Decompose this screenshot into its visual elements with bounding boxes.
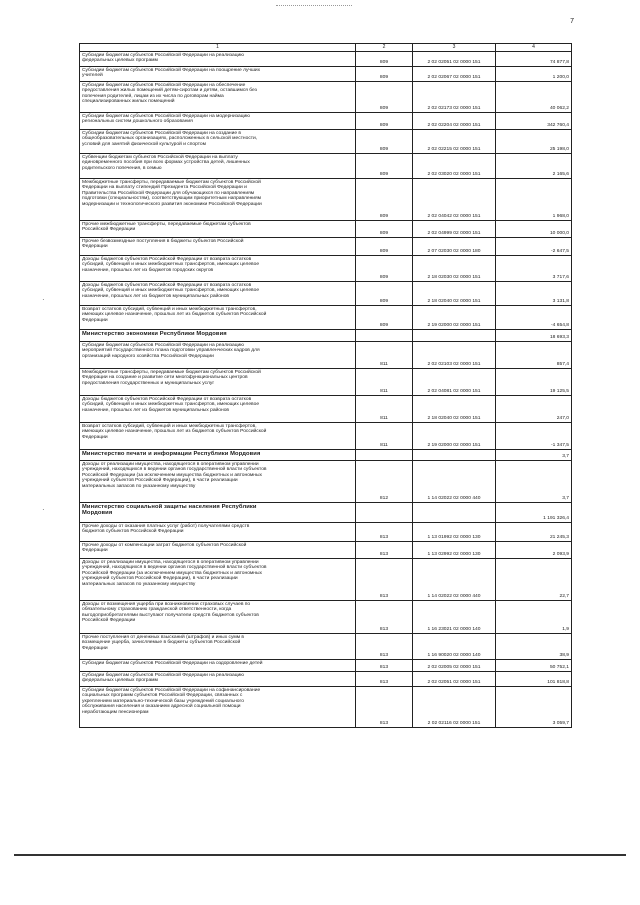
- row-amount: -1 347,5: [496, 423, 572, 450]
- table-row: [80, 369, 572, 396]
- table-row: [80, 113, 572, 130]
- row-admin-code: 809: [356, 256, 413, 282]
- row-admin-code: 813: [356, 660, 413, 672]
- ministry-row: [80, 450, 572, 461]
- row-name: Возврат остатков субсидий, субвенций и иных межбюджетных трансфертов, имеющих целевое назначение, прошлых лет из бюджетов субъектов Российской Федерации: [80, 306, 356, 330]
- table-row: [80, 179, 572, 221]
- row-amount: 342 760,4: [496, 113, 572, 130]
- table-row: [80, 523, 572, 542]
- row-name: Субсидии бюджетам субъектов Российской Федерации на модернизацию региональных систем дошкольного образования: [80, 113, 356, 130]
- row-budget-code: 2 02 02215 02 0000 151: [413, 130, 496, 154]
- table-row: [80, 601, 572, 634]
- row-amount: 50 752,1: [496, 660, 572, 672]
- row-admin-code: 809: [356, 154, 413, 179]
- table-row: [80, 82, 572, 113]
- row-budget-code: 2 02 04999 02 0000 151: [413, 221, 496, 238]
- row-amount: 21 245,3: [496, 523, 572, 542]
- table-row: [80, 154, 572, 179]
- table-body: [80, 52, 572, 728]
- row-amount: 38,9: [496, 634, 572, 660]
- row-name: Прочие поступления от денежных взысканий (штрафов) и иных сумм в возмещение ущерба, зачисляемые в бюджеты субъектов Российской Федерации: [80, 634, 356, 660]
- row-admin-code: 811: [356, 396, 413, 423]
- table-row: [80, 52, 572, 67]
- row-name: Субсидии бюджетам субъектов Российской Федерации на реализацию федеральных целевых программ: [80, 52, 356, 67]
- header-col-2: 2: [356, 44, 413, 52]
- row-admin-code: 813: [356, 559, 413, 601]
- row-amount: 22,7: [496, 559, 572, 601]
- row-admin-code: 811: [356, 342, 413, 369]
- row-admin-code: [356, 450, 413, 461]
- row-budget-code: 1 13 01992 02 0000 130: [413, 523, 496, 542]
- table-row: [80, 461, 572, 503]
- row-budget-code: 2 02 02051 02 0000 151: [413, 52, 496, 67]
- row-budget-code: 2 18 02030 02 0000 151: [413, 256, 496, 282]
- row-amount: 3 131,8: [496, 282, 572, 306]
- row-budget-code: 2 02 02103 02 0000 151: [413, 342, 496, 369]
- ministry-row: [80, 330, 572, 342]
- row-budget-code: [413, 503, 496, 523]
- row-budget-code: 2 02 04081 02 0000 151: [413, 369, 496, 396]
- table-row: [80, 687, 572, 728]
- row-name: Субсидии бюджетам субъектов Российской Федерации на создание в общеобразовательных организациях, расположенных в сельской местности, условий для занятий физической культурой и спортом: [80, 130, 356, 154]
- row-budget-code: 2 19 02000 02 0000 151: [413, 306, 496, 330]
- row-name: Межбюджетные трансферты, передаваемые бюджетам субъектов Российской Федерации на выплату стипендий Президента Российской Федерации и Правительства Российской Федерации для обучающихся по направлениям подготовки (специальностям), соответствующим приоритетным направлениям модернизации и технологического развития экономики Российской Федерации: [80, 179, 356, 221]
- table-header-row: [80, 44, 572, 52]
- row-name: Прочие межбюджетные трансферты, передаваемые бюджетам субъектов Российской Федерации: [80, 221, 356, 238]
- row-budget-code: 2 19 02000 02 0000 151: [413, 423, 496, 450]
- page-number: 7: [570, 18, 574, 25]
- row-admin-code: 809: [356, 282, 413, 306]
- row-admin-code: 812: [356, 461, 413, 503]
- row-name: Субсидии бюджетам субъектов Российской Федерации на поощрение лучших учителей: [80, 67, 356, 82]
- row-budget-code: 2 02 04042 02 0000 151: [413, 179, 496, 221]
- row-admin-code: 809: [356, 306, 413, 330]
- row-admin-code: 813: [356, 634, 413, 660]
- row-amount: 3,7: [496, 461, 572, 503]
- row-budget-code: 1 16 90020 02 0000 140: [413, 634, 496, 660]
- row-amount: 857,4: [496, 342, 572, 369]
- row-name: Доходы бюджетов субъектов Российской Федерации от возврата остатков субсидий, субвенций и иных межбюджетных трансфертов, имеющих целевое назначение, прошлых лет из бюджетов городских округов: [80, 256, 356, 282]
- row-budget-code: 1 16 23021 02 0000 140: [413, 601, 496, 634]
- row-budget-code: 2 02 02067 02 0000 151: [413, 67, 496, 82]
- row-amount: 3,7: [496, 450, 572, 461]
- row-amount: -4 654,8: [496, 306, 572, 330]
- row-budget-code: 2 02 03020 02 0000 151: [413, 154, 496, 179]
- row-admin-code: 809: [356, 179, 413, 221]
- table-row: [80, 67, 572, 82]
- table-row: [80, 130, 572, 154]
- row-admin-code: 809: [356, 52, 413, 67]
- row-admin-code: 813: [356, 687, 413, 728]
- row-admin-code: 813: [356, 601, 413, 634]
- row-admin-code: 813: [356, 542, 413, 559]
- row-amount: 18 693,3: [496, 330, 572, 342]
- revenue-table: [79, 43, 572, 728]
- page-bottom-rule: [14, 854, 626, 856]
- table-row: [80, 423, 572, 450]
- row-admin-code: 809: [356, 113, 413, 130]
- row-name: Субсидии бюджетам субъектов Российской Федерации на софинансирование социальных программ субъектов Российской Федерации, связанных с укреплением материально-технической базы учреждений социального обслуживания населения и оказанием адресной социальной помощи неработающим пенсионерам: [80, 687, 356, 728]
- row-amount: 247,0: [496, 396, 572, 423]
- row-budget-code: 2 07 02030 02 0000 180: [413, 238, 496, 256]
- row-amount: 3 059,7: [496, 687, 572, 728]
- header-col-4: 4: [496, 44, 572, 52]
- row-budget-code: 1 13 02992 02 0000 130: [413, 542, 496, 559]
- row-budget-code: 2 02 02173 02 0000 151: [413, 82, 496, 113]
- row-amount: 10 000,0: [496, 221, 572, 238]
- row-budget-code: 2 02 02005 02 0000 151: [413, 660, 496, 672]
- row-budget-code: 2 02 02204 02 0000 151: [413, 113, 496, 130]
- row-name: Субсидии бюджетам субъектов Российской Федерации на оздоровление детей: [80, 660, 356, 672]
- row-name: Прочие доходы от оказания платных услуг (работ) получателями средств бюджетов субъектов Российской Федерации: [80, 523, 356, 542]
- row-amount: 3 717,6: [496, 256, 572, 282]
- row-admin-code: 809: [356, 130, 413, 154]
- row-amount: 101 818,8: [496, 672, 572, 687]
- row-amount: 74 877,8: [496, 52, 572, 67]
- row-name: Доходы от возмещения ущерба при возникновении страховых случаев по обязательному страхованию гражданской ответственности, когда выгодоприобретателями выступают получатели средств бюджетов субъектов Российской Федерации: [80, 601, 356, 634]
- table-row: [80, 542, 572, 559]
- row-budget-code: 2 02 02051 02 0000 151: [413, 672, 496, 687]
- scan-artifact: [276, 5, 352, 6]
- row-name: Доходы бюджетов субъектов Российской Федерации от возврата остатков субсидий, субвенций и иных межбюджетных трансфертов, имеющих целевое назначение, прошлых лет из бюджетов муниципальных районов: [80, 396, 356, 423]
- row-amount: 1,9: [496, 601, 572, 634]
- row-name: Доходы от реализации имущества, находящегося в оперативном управлении учреждений, находящихся в ведении органов государственной власти субъектов Российской Федерации (за исключением имущества бюджетных и автономных учреждений субъектов Российской Федерации), в части реализации материальных запасов по указанному имуществу: [80, 461, 356, 503]
- row-budget-code: 2 18 02040 02 0000 151: [413, 396, 496, 423]
- row-admin-code: 809: [356, 67, 413, 82]
- row-name: Субсидии бюджетам субъектов Российской Федерации на реализацию мероприятий Государственного плана подготовки управленческих кадров для организаций народного хозяйства Российской Федерации: [80, 342, 356, 369]
- row-budget-code: 1 14 02022 02 0000 440: [413, 461, 496, 503]
- ministry-row: [80, 503, 572, 523]
- table-row: [80, 238, 572, 256]
- row-amount: -2 647,5: [496, 238, 572, 256]
- table-row: [80, 282, 572, 306]
- row-admin-code: 809: [356, 82, 413, 113]
- row-name: Министерство печати и информации Республики Мордовия: [80, 450, 356, 461]
- row-amount: 1 200,0: [496, 67, 572, 82]
- row-admin-code: 809: [356, 238, 413, 256]
- row-name: Межбюджетные трансферты, передаваемые бюджетам субъектов Российской Федерации на создание и развитие сети многофункциональных центров предоставления государственных и муниципальных услуг: [80, 369, 356, 396]
- row-amount: 1 968,0: [496, 179, 572, 221]
- row-admin-code: 813: [356, 672, 413, 687]
- row-budget-code: [413, 450, 496, 461]
- row-name: Субвенции бюджетам субъектов Российской Федерации на выплату единовременного пособия при всех формах устройства детей, лишенных родительского попечения, в семью: [80, 154, 356, 179]
- table-row: [80, 634, 572, 660]
- row-budget-code: 1 14 02022 02 0000 440: [413, 559, 496, 601]
- row-amount: 2 093,9: [496, 542, 572, 559]
- row-name: Министерство социальной защиты населения Республики Мордовия: [80, 503, 356, 523]
- row-name: Прочие доходы от компенсации затрат бюджетов субъектов Российской Федерации: [80, 542, 356, 559]
- table-row: [80, 306, 572, 330]
- row-name: Субсидии бюджетам субъектов Российской Федерации на обеспечение предоставления жилых помещений детям-сиротам и детям, оставшимся без попечения родителей, лицам из их числа по договорам найма специализированных жилых помещений: [80, 82, 356, 113]
- table-row: [80, 342, 572, 369]
- row-admin-code: 811: [356, 369, 413, 396]
- table-row: [80, 660, 572, 672]
- row-admin-code: 809: [356, 221, 413, 238]
- row-amount: 25 198,0: [496, 130, 572, 154]
- row-amount: 1 191 326,4: [496, 503, 572, 523]
- margin-mark: ·: [42, 505, 45, 514]
- row-admin-code: 811: [356, 423, 413, 450]
- row-admin-code: 813: [356, 523, 413, 542]
- row-budget-code: 2 18 02040 02 0000 151: [413, 282, 496, 306]
- row-admin-code: [356, 330, 413, 342]
- row-name: Доходы бюджетов субъектов Российской Федерации от возврата остатков субсидий, субвенций и иных межбюджетных трансфертов, имеющих целевое назначение, прошлых лет из бюджетов муниципальных районов: [80, 282, 356, 306]
- row-name: Субсидии бюджетам субъектов Российской Федерации на реализацию федеральных целевых программ: [80, 672, 356, 687]
- row-amount: 19 125,5: [496, 369, 572, 396]
- header-col-1: 1: [80, 44, 356, 52]
- table-row: [80, 559, 572, 601]
- row-name: Прочие безвозмездные поступления в бюджеты субъектов Российской Федерации: [80, 238, 356, 256]
- row-name: Возврат остатков субсидий, субвенций и иных межбюджетных трансфертов, имеющих целевое назначение, прошлых лет из бюджетов субъектов Российской Федерации: [80, 423, 356, 450]
- row-name: Доходы от реализации имущества, находящегося в оперативном управлении учреждений, находящихся в ведении органов государственной власти субъектов Российской Федерации (за исключением имущества бюджетных и автономных учреждений субъектов Российской Федерации), в части реализации материальных запасов по указанному имуществу: [80, 559, 356, 601]
- row-amount: 40 062,2: [496, 82, 572, 113]
- row-admin-code: [356, 503, 413, 523]
- table-row: [80, 256, 572, 282]
- margin-mark: ·: [42, 295, 45, 304]
- row-budget-code: 2 02 02116 02 0000 151: [413, 687, 496, 728]
- row-budget-code: [413, 330, 496, 342]
- row-amount: 2 165,6: [496, 154, 572, 179]
- table-row: [80, 396, 572, 423]
- row-name: Министерство экономики Республики Мордовия: [80, 330, 356, 342]
- header-col-3: 3: [413, 44, 496, 52]
- table-row: [80, 221, 572, 238]
- table-row: [80, 672, 572, 687]
